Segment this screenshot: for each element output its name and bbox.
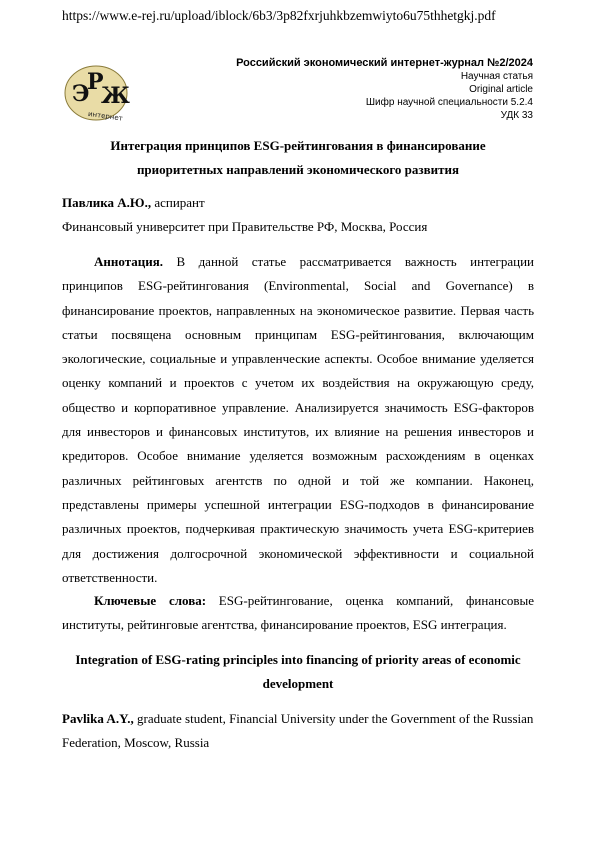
author-name-ru: Павлика А.Ю., xyxy=(62,195,152,210)
journal-logo xyxy=(62,57,130,125)
article-title-ru xyxy=(62,134,534,182)
article-title-en xyxy=(62,648,534,696)
title-ru-line-2: приоритетных направлений экономического развития xyxy=(136,162,460,177)
author-info-en: graduate student, Financial University under the Government of the Russian Federation, Moscow, Russia xyxy=(62,711,534,750)
abstract-label: Аннотация. xyxy=(94,254,164,269)
title-en-line-2: development xyxy=(262,676,334,691)
keywords-label: Ключевые слова: xyxy=(94,593,207,608)
journal-info xyxy=(236,56,533,122)
document-url[interactable]: https://www.e-rej.ru/upload/iblock/6b3/3p82fxrjuhkbzemwiyto6u75thhetgkj.pdf xyxy=(62,8,496,23)
svg-text:интернет: интернет xyxy=(87,109,124,123)
svg-text:Р: Р xyxy=(87,69,104,95)
svg-text:Ж: Ж xyxy=(101,83,130,109)
abstract-text: В данной статье рассматривается важность интеграции принципов ESG-рейтингования (Environmental, Social and Governance) в финансирование проектов, направленных на экономическое развитие. Первая часть статьи посвящена основным принципам ESG-рейтингования, включающим экологические, социальные и управленческие аспекты. Особое внимание уделяется оценку компаний и проектов с учетом их воздействия на окружающую среду, общество и корпоративное управление. Анализируется значимость ESG-факторов для инвесторов и финансовых институтов, их влияние на решения инвесторов и кредиторов. Особое внимание уделяется возможным расхождениям в оценках различных рейтинговых агентств по одной и той же компании. Наконец, представлены примеры успешной интеграции ESG-подходов в финансирование различных проектов, подчеркивая практическую значимость учета ESG-критериев для достижения долгосрочной экономической эффективности и социальной ответственности. xyxy=(62,254,534,585)
article-type-en: Original article xyxy=(469,84,533,95)
erj-logo-icon xyxy=(62,57,130,125)
keywords-ru xyxy=(62,589,534,638)
keywords-text: ESG-рейтингование, оценка компаний, финансовые институты, рейтинговые агентства, финансирование проектов, ESG интеграция. xyxy=(62,593,534,633)
title-ru-line-1: Интеграция принципов ESG-рейтингования в финансирование xyxy=(110,138,486,153)
author-ru xyxy=(62,191,534,215)
author-role-ru: аспирант xyxy=(151,195,205,210)
author-name-en: Pavlika A.Y., xyxy=(62,711,134,726)
journal-name: Российский экономический интернет-журнал №2/2024 xyxy=(236,57,533,69)
title-en-line-1: Integration of ESG-rating principles into financing of priority areas of economic xyxy=(75,652,521,667)
specialty-code: Шифр научной специальности 5.2.4 xyxy=(365,97,533,108)
affiliation-ru: Финансовый университет при Правительстве РФ, Москва, Россия xyxy=(62,219,428,234)
author-en xyxy=(62,707,534,755)
article-type-ru: Научная статья xyxy=(460,71,533,82)
udc-code: УДК 33 xyxy=(500,110,533,121)
svg-text:Э: Э xyxy=(72,81,90,107)
abstract-ru xyxy=(62,250,534,590)
